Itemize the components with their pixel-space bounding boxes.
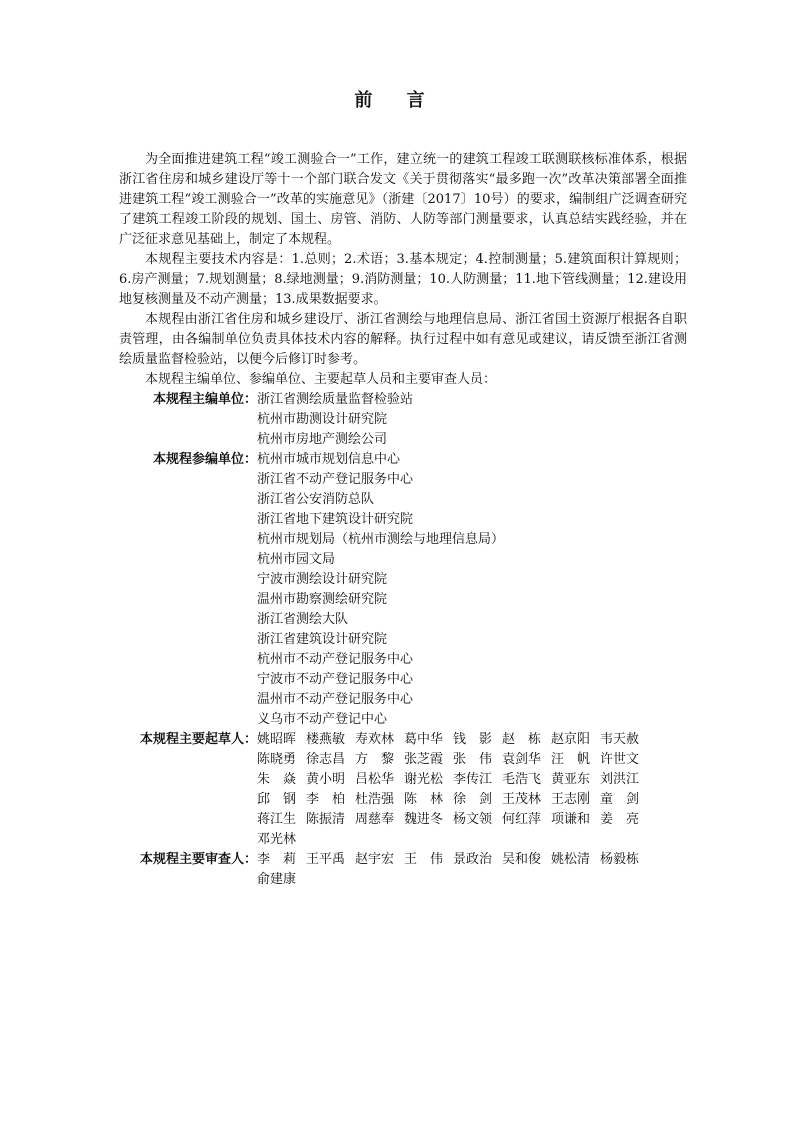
document-body [119,150,687,890]
drafter-name: 朱 焱 [257,772,297,787]
drafters-label: 本规程主要起草人： [139,732,257,747]
drafter-name: 赵 栋 [502,732,542,747]
participating-unit-item: 浙江省不动产登记服务中心 [257,472,414,487]
paragraph-personnel-intro: 本规程主编单位、参编单位、主要起草人员和主要审查人员： [145,372,497,387]
participating-units-section [119,450,687,730]
participating-unit-item: 义乌市不动产登记中心 [257,712,388,727]
participating-unit-item: 浙江省建筑设计研究院 [257,632,388,647]
participating-unit-item: 温州市勘察测绘研究院 [257,592,388,607]
participating-units-label: 本规程参编单位： [152,452,257,467]
reviewers-section [119,850,687,890]
drafter-name: 王志刚 [551,792,591,807]
drafters-list [257,730,657,850]
drafter-name: 陈晓勇 [257,752,297,767]
paragraph-management: 本规程由浙江省住房和城乡建设厅、浙江省测绘与地理信息局、浙江省国土资源厅根据各自职责管理，由各编制单位负责具体技术内容的解释。执行过程中如有意见或建议，请反馈至浙江省测绘质量监督检验站，以便今后修订时参考。 [119,312,687,367]
reviewer-name: 王 伟 [404,852,444,867]
drafter-name: 陈振清 [306,812,346,827]
drafter-name: 姚昭晖 [257,732,297,747]
participating-unit-item: 杭州市规划局（杭州市测绘与地理信息局） [257,532,505,547]
participating-unit-item: 浙江省地下建筑设计研究院 [257,512,414,527]
drafter-name: 黄小明 [306,772,346,787]
drafter-name: 陈 林 [404,792,444,807]
drafter-name: 黄亚东 [551,772,591,787]
participating-unit-item: 浙江省公安消防总队 [257,492,375,507]
drafter-name: 刘洪江 [600,772,640,787]
drafter-name: 吕松华 [355,772,395,787]
participating-unit-item: 杭州市园文局 [257,552,336,567]
chief-units-section [119,390,687,450]
reviewer-name: 俞建康 [257,872,297,887]
drafter-name: 杜浩强 [355,792,395,807]
drafter-name: 钱 影 [453,732,493,747]
reviewer-name: 王平禹 [306,852,346,867]
drafter-name: 杨文领 [453,812,493,827]
reviewer-name: 赵宇宏 [355,852,395,867]
drafter-name: 周慈奉 [355,812,395,827]
participating-units-list [257,450,687,730]
drafter-name: 李传江 [453,772,493,787]
chief-unit-item: 杭州市勘测设计研究院 [257,412,388,427]
drafter-name: 魏进冬 [404,812,444,827]
participating-unit-item: 浙江省测绘大队 [257,612,349,627]
paragraph-content: 本规程主要技术内容是：1.总则；2.术语；3.基本规定；4.控制测量；5.建筑面积计算规则；6.房产测量；7.规划测量；8.绿地测量；9.消防测量；10.人防测量；11.地下管线测量；12.建设用地复核测量及不动产测量；13.成果数据要求。 [119,252,687,307]
drafter-name: 邱 钢 [257,792,297,807]
drafter-name: 童 剑 [600,792,640,807]
drafter-name: 项谦和 [551,812,591,827]
drafter-name: 葛中华 [404,732,444,747]
reviewer-name: 吴和俊 [502,852,542,867]
participating-unit-item: 温州市不动产登记服务中心 [257,692,414,707]
participating-unit-item: 宁波市测绘设计研究院 [257,572,388,587]
drafter-name: 谢光松 [404,772,444,787]
drafter-name: 毛浩飞 [502,772,542,787]
reviewer-name: 姚松清 [551,852,591,867]
drafter-name: 张 伟 [453,752,493,767]
participating-unit-item: 杭州市城市规划信息中心 [257,452,401,467]
participating-unit-item: 宁波市不动产登记服务中心 [257,672,414,687]
drafter-name: 张芝霞 [404,752,444,767]
drafters-section [119,730,687,850]
drafter-name: 许世文 [600,752,640,767]
drafter-name: 蒋江生 [257,812,297,827]
drafter-name: 寿欢林 [355,732,395,747]
page-title: 前 言 [354,90,439,111]
drafter-name: 袁剑华 [502,752,542,767]
participating-unit-item: 杭州市不动产登记服务中心 [257,652,414,667]
drafter-name: 李 柏 [306,792,346,807]
chief-units-list [257,390,687,450]
chief-unit-item: 杭州市房地产测绘公司 [257,432,388,447]
reviewer-name: 杨毅栋 [600,852,640,867]
drafter-name: 方 黎 [355,752,395,767]
reviewers-list [257,850,657,890]
reviewer-name: 景政治 [453,852,493,867]
chief-unit-item: 浙江省测绘质量监督检验站 [257,392,414,407]
drafter-name: 赵京阳 [551,732,591,747]
chief-units-label: 本规程主编单位： [152,392,257,407]
drafter-name: 楼燕敏 [306,732,346,747]
drafter-name: 韦天赦 [600,732,640,747]
drafter-name: 汪 帆 [551,752,591,767]
drafter-name: 徐 剑 [453,792,493,807]
drafter-name: 徐志昌 [306,752,346,767]
drafter-name: 何红萍 [502,812,542,827]
drafter-name: 王茂林 [502,792,542,807]
reviewer-name: 李 莉 [257,852,297,867]
paragraph-purpose: 为全面推进建筑工程“竣工测验合一”工作，建立统一的建筑工程竣工联测联核标准体系，根据浙江省住房和城乡建设厅等十一个部门联合发文《关于贯彻落实“最多跑一次”改革决策部署全面推进建筑工程“竣工测验合一”改革的实施意见》（浙建〔2017〕10号）的要求，编制组广泛调查研究了建筑工程竣工阶段的规划、国土、房管、消防、人防等部门测量要求，认真总结实践经验，并在广泛征求意见基础上，制定了本规程。 [119,152,687,247]
drafter-name: 邓光林 [257,832,297,847]
reviewers-label: 本规程主要审查人： [139,852,257,867]
drafter-name: 姜 亮 [600,812,640,827]
